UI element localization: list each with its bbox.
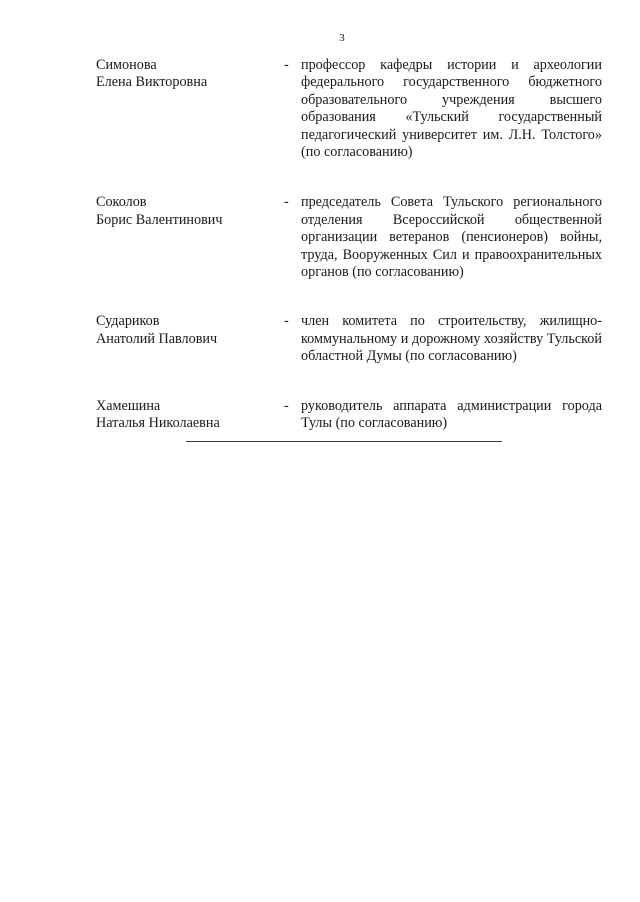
member-dash: - <box>284 397 289 414</box>
member-entry <box>96 57 606 161</box>
member-name <box>96 57 284 92</box>
member-dash: - <box>284 313 289 330</box>
member-surname: Соколов <box>96 194 147 211</box>
member-name <box>96 313 284 348</box>
member-entry <box>96 313 606 365</box>
member-description: руководитель аппарата администрации города Тулы (по согласованию) <box>301 397 602 432</box>
closing-rule <box>186 441 502 442</box>
page-number: 3 <box>339 32 345 44</box>
member-name <box>96 398 284 433</box>
member-given-names: Анатолий Павлович <box>96 330 218 347</box>
member-dash: - <box>284 57 289 73</box>
member-entry <box>96 398 606 433</box>
member-list <box>96 57 606 433</box>
member-surname: Симонова <box>96 57 157 73</box>
member-given-names: Борис Валентинович <box>96 211 223 228</box>
member-surname: Судариков <box>96 313 160 330</box>
member-dash: - <box>284 194 289 211</box>
member-given-names: Елена Викторовна <box>96 74 208 91</box>
member-description: председатель Совета Тульского регионального отделения Всероссийской общественной организации ветеранов (пенсионеров) войны, труда, Вооруженных Сил и правоохранительных органов (по согласованию) <box>301 194 602 281</box>
member-given-names: Наталья Николаевна <box>96 415 220 432</box>
member-entry <box>96 194 606 281</box>
member-description: член комитета по строительству, жилищно-коммунальному и дорожному хозяйству Тульской областной Думы (по согласованию) <box>301 313 602 365</box>
member-name <box>96 194 284 229</box>
member-description: профессор кафедры истории и археологии федерального государственного бюджетного образовательного учреждения высшего образования «Тульский государственный педагогический университет им. Л.Н. Толстого» (по согласованию) <box>301 57 602 161</box>
member-surname: Хамешина <box>96 397 161 414</box>
